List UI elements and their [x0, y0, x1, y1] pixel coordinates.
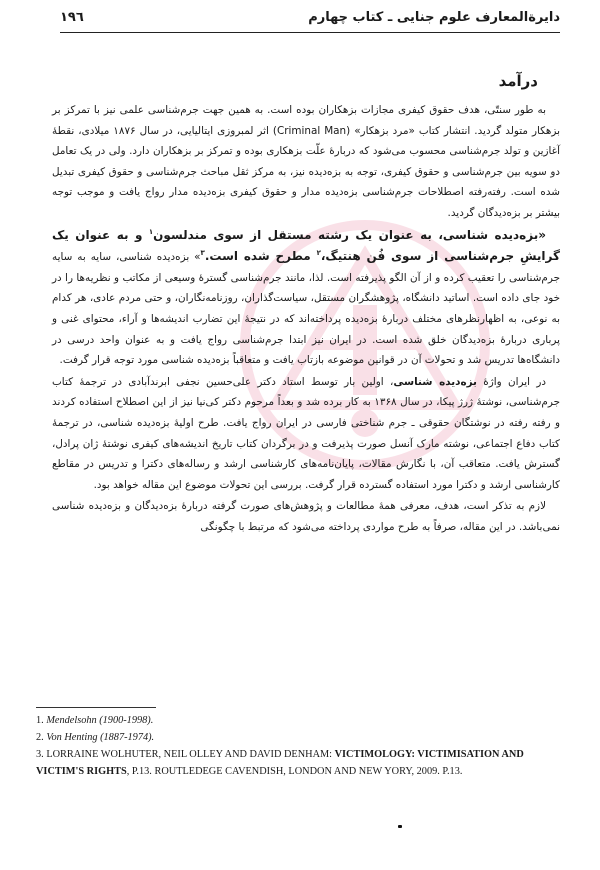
page-header — [60, 10, 560, 33]
page-number: ١٩٦ — [60, 10, 84, 25]
footnote-1-text: Mendelsohn (1900-1998). — [46, 715, 154, 726]
lead-text-1: «بزه‌دیده شناسی، به عنوان یک رشته مستقل از سوی مندلسون — [153, 227, 546, 242]
body-text — [52, 100, 560, 537]
footnote-3-publication: , P.13. ROUTLEDEGE CAVENDISH, LONDON AND NEW YORY, 2009. P.13. — [126, 766, 463, 777]
footnote-3-title: VICTIMOLOGY: VICTIMISATION AND VICTIM'S RIGHTS — [36, 749, 524, 777]
footnote-1 — [36, 712, 566, 729]
paragraph-3-term: بزه‌دیده شناسی — [393, 375, 477, 388]
footnote-2 — [36, 729, 566, 746]
footnote-ref-3: ۳ — [200, 249, 205, 258]
footnote-3-number: 3. — [36, 749, 44, 760]
paragraph-3-start: در ایران واژهٔ — [476, 375, 546, 388]
footnote-3-authors: LORRAINE WOLHUTER, NEIL OLLEY AND DAVID DENHAM: — [46, 749, 335, 760]
footnote-2-text: Von Henting (1887-1974). — [46, 732, 155, 743]
running-title: دایرةالمعارف علوم جنایی ـ کتاب چهارم — [308, 10, 560, 25]
paragraph-2-body: » بزه‌دیده شناسی، سایه به سایه جرم‌شناسی را تعقیب کرده و از آن الگو پذیرفته است. لذا، مانند جرم‌شناسی گسترهٔ وسیعی از مکاتب و نظریه‌ها را در خود جای داده است. اساتید دانشگاه، پژوهشگران مستقل، سیاست‌گذاران، روزنامه‌نگاران، و حتی مردم عادی، هر کدام به نوعی، به اظهارنظرهای مختلف دربارهٔ بزه‌دیده پرداخته‌اند که در نتیجهٔ این تضارب اندیشه‌ها و آراء، محتوای غنی و پرباری دربارهٔ بزه‌دیدگان خلق شده است. در ایران نیز ابتدا جرم‌شناسی رواج یافت و به عنوان واحد درسی در دانشگاه‌ها تدریس شد و تحولات آن در قوانین موضوعه بازتاب یافت و متعاقباً بزه‌دیده شناسی مورد توجه قرار گرفت. — [52, 251, 560, 367]
paragraph-3-body: ، اولین بار توسط استاد دکتر علی‌حسین نجفی ابرندآبادی در ترجمهٔ کتاب جرم‌شناسی، نوشتهٔ ژرژ پیکا، در سال ۱۳۶۸ به کار برده شد و بعداً مرحوم دکتر کی‌نیا نیز از این اصطلاح استفاده کردند و رفته رفته در نوشتگان حقوقی ـ جرم شناختی فارسی در ایران رواج یافت. طرح اولیهٔ بزه‌دیده شناسی، در ترجمهٔ کتاب دفاع اجتماعی، نوشته مارک آنسل صورت پذیرفت و در برگردان کتاب تاریخ اندیشه‌های کیفری نوشتهٔ ژان پرادل، گسترش یافت. متعاقب آن، با نگارش مقالات، پایان‌نامه‌های کارشناسی ارشد و رساله‌های دکترا و تدریس در مقاطع کارشناسی ارشد و دکترا مورد استفاده گسترده قرار گرفت. بررسی این تحولات موضوع این مقاله خواهد بود. — [52, 375, 560, 491]
footnote-3 — [36, 746, 566, 780]
lead-text-3: مطرح شده است. — [204, 249, 317, 264]
lead-text-2: و به عنوان یک گرایشِ جرم‌شناسی از سوی فُن هنتیگ، — [52, 227, 560, 264]
footnotes — [36, 712, 566, 780]
section-heading: درآمد — [498, 72, 538, 90]
paragraph-1: به طور سنتّی، هدف حقوق کیفری مجازات بزهکاران بوده است. به همین جهت جرم‌شناسی علمی نیز با تمرکز بر بزهکار متولد گردید. انتشار کتاب «مرد بزهکار» (Criminal Man) اثر لمبروزی ایتالیایی، در سال ۱۸۷۶ میلادی، نقطهٔ آغازین و تولد جرم‌شناسی محسوب می‌شود که دربارهٔ علّت بزهکاری بوده و تمرکز بر بزهکاران دارد. ولی در یک تعامل دو سویه بین جرم‌شناسی و حقوق کیفری، توجه به بزه‌دیده نیز، به مرکز ثقل مباحث جرم‌شناسی و حقوق کیفری تبدیل شده است. رفته‌رفته اصطلاحات جرم‌شناسی بزه‌دیده مدار و حقوق کیفری بزه‌دیده مدار رواج یافت و موجب توجه بیشتر بر بزه‌دیدگان گردید. — [52, 104, 560, 219]
footnote-ref-1: ۱ — [148, 227, 154, 236]
paragraph-3 — [52, 372, 560, 496]
paragraph-2 — [52, 225, 560, 371]
paragraph-4: لازم به تذکر است، هدف، معرفی همهٔ مطالعات و پژوهش‌های صورت گرفته دربارهٔ بزه‌دیدگان و بزه‌دیده شناسی نمی‌باشد. در این مقاله، صرفاً به طرح مواردی پرداخته می‌شود که مرتبط با چگونگی — [52, 500, 560, 533]
footnote-separator — [36, 707, 156, 708]
footnote-2-number: 2. — [36, 732, 44, 743]
footnote-ref-2: ۲ — [316, 249, 321, 258]
footnote-1-number: 1. — [36, 715, 44, 726]
print-mark — [398, 825, 402, 828]
